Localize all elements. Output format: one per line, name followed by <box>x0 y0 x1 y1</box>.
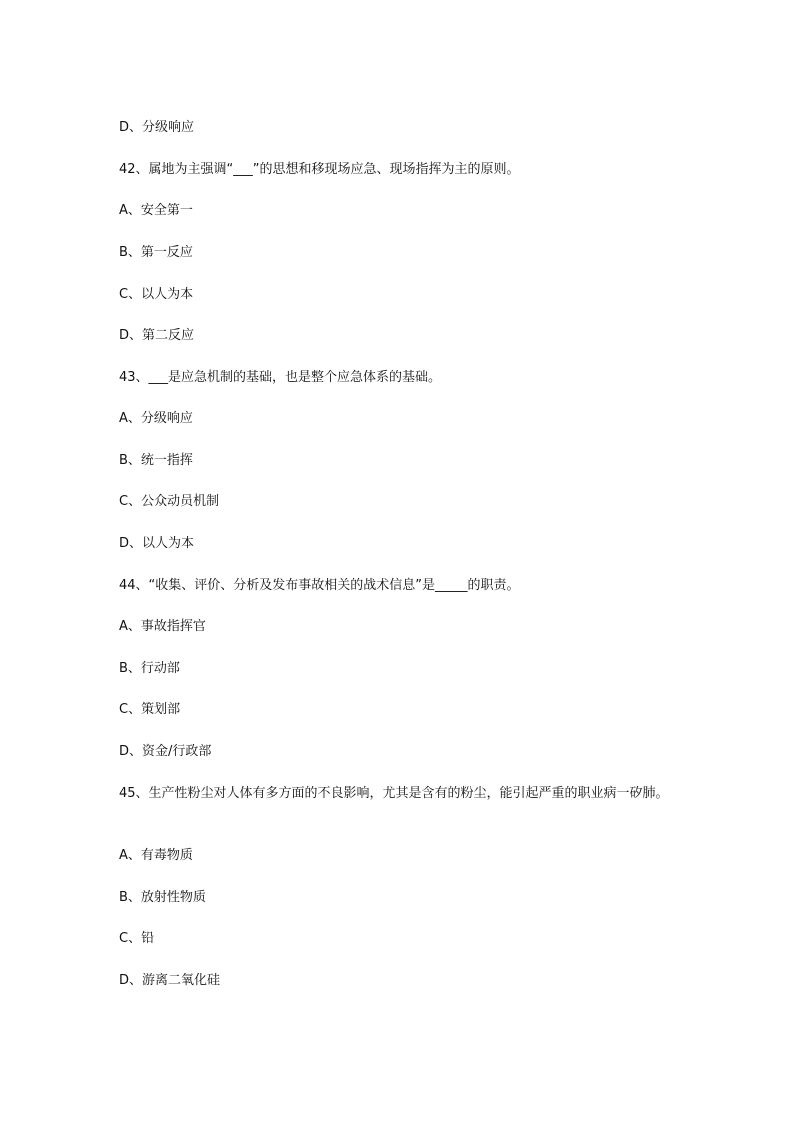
option-c-q43: C、公众动员机制 <box>119 494 220 509</box>
option-a-q43: A、分级响应 <box>119 411 193 426</box>
option-d-q44: D、资金/行政部 <box>119 744 212 759</box>
question-43: 43、___是应急机制的基础，也是整个应急体系的基础。 <box>119 370 442 385</box>
option-a-q42: A、安全第一 <box>119 203 193 218</box>
option-d-q42: D、第二反应 <box>119 328 195 343</box>
option-d-q45: D、游离二氧化硅 <box>119 973 221 988</box>
option-a-q45: A、有毒物质 <box>119 848 193 863</box>
option-b-q44: B、行动部 <box>119 661 180 676</box>
option-b-q43: B、统一指挥 <box>119 453 193 468</box>
option-d-q43: D、以人为本 <box>119 536 195 551</box>
option-b-q42: B、第一反应 <box>119 245 193 260</box>
option-c-q45: C、铅 <box>119 931 155 946</box>
option-b-q45: B、放射性物质 <box>119 890 206 905</box>
option-d-q41: D、分级响应 <box>119 120 195 135</box>
option-c-q44: C、策划部 <box>119 702 181 717</box>
question-45: 45、生产性粉尘对人体有多方面的不良影响，尤其是含有的粉尘，能引起严重的职业病一矽肺。 <box>119 786 669 801</box>
option-a-q44: A、事故指挥官 <box>119 619 206 634</box>
question-44: 44、“收集、评价、分析及发布事故相关的战术信息”是_____的职责。 <box>119 578 520 593</box>
question-42: 42、属地为主强调“___”的思想和移现场应急、现场指挥为主的原则。 <box>119 162 520 177</box>
option-c-q42: C、以人为本 <box>119 287 194 302</box>
